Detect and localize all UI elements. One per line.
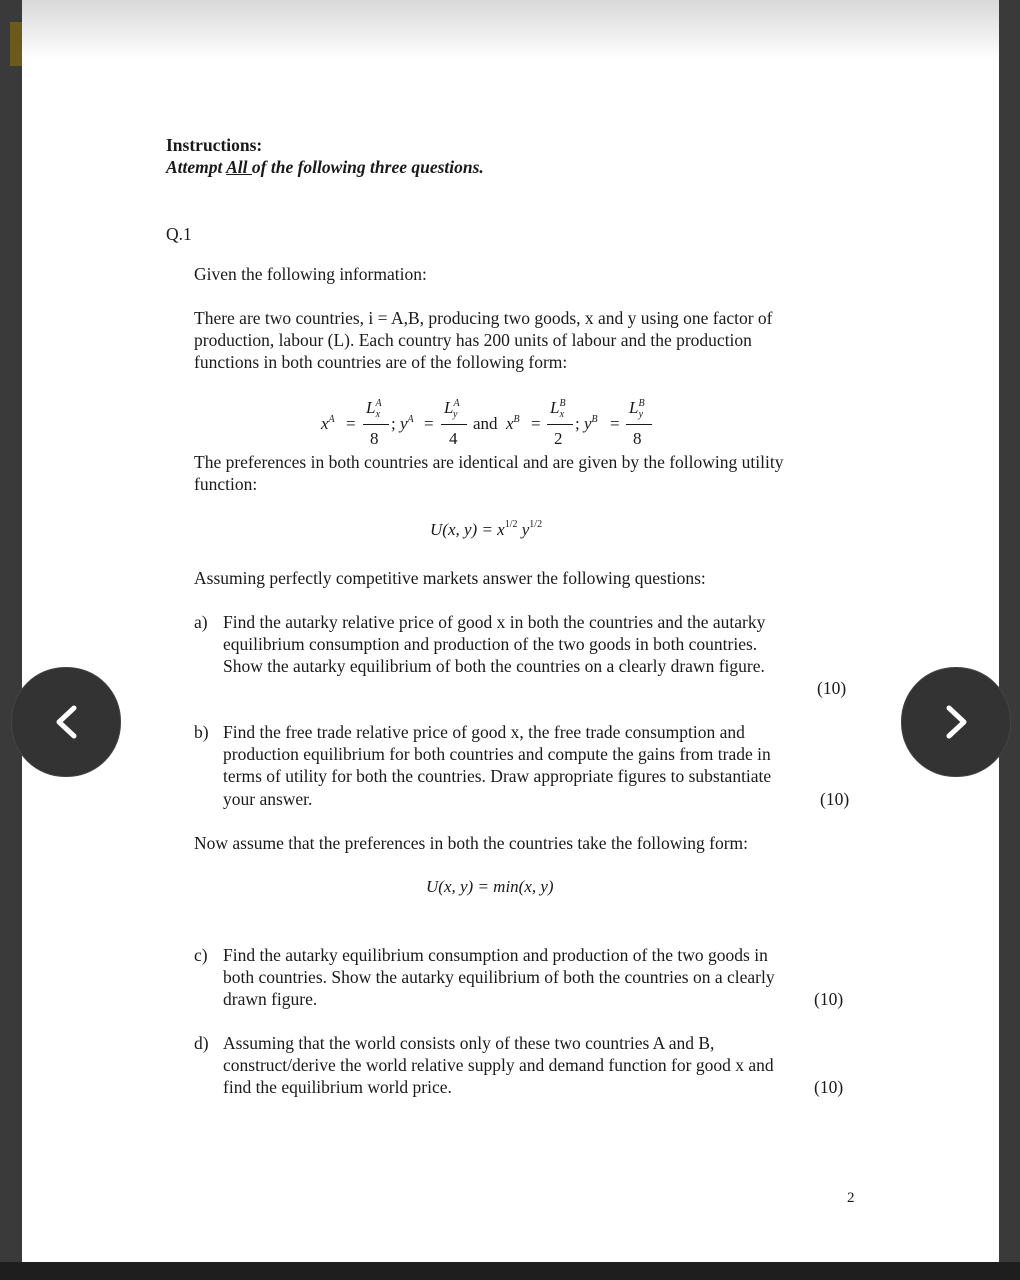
eq-xA: $x^A$ bbox=[321, 414, 335, 433]
page-top-shadow bbox=[22, 0, 999, 60]
eq-den4: 8 bbox=[633, 429, 642, 448]
part-b-line-1: Find the free trade relative price of good x, the free trade consumption and bbox=[223, 722, 745, 742]
part-c-line-2: both countries. Show the autarky equilibrium of both the countries on a clearly bbox=[223, 967, 775, 987]
document-page bbox=[22, 0, 999, 1262]
chevron-right-icon bbox=[902, 668, 1010, 776]
part-a-marks: (10) bbox=[817, 678, 847, 698]
eq-and: and bbox=[473, 414, 498, 433]
eq-den2: 4 bbox=[449, 429, 458, 448]
para1-line-1: There are two countries, i = A,B, producing two goods, x and y using one factor of bbox=[194, 308, 773, 328]
part-d-line-1: Assuming that the world consists only of these two countries A and B, bbox=[223, 1033, 715, 1053]
part-d-line-2: construct/derive the world relative supply and demand function for good x and bbox=[223, 1055, 774, 1075]
part-c-marks: (10) bbox=[814, 989, 844, 1009]
para1-line-2: production, labour (L). Each country has 200 units of labour and the production bbox=[194, 330, 752, 350]
eq-equals-1: = bbox=[346, 414, 356, 433]
utility-function-1: U(x, $y) = x^{1/2}$ $y^{1/2}$ bbox=[430, 519, 543, 539]
para1-line-3: functions in both countries are of the following form: bbox=[194, 352, 568, 372]
eq-den3: 2 bbox=[554, 429, 563, 448]
eq-num1: $L^A_x$ bbox=[366, 398, 382, 420]
frac-line-4 bbox=[626, 424, 652, 425]
eq-sep-2: ; bbox=[575, 414, 580, 433]
part-a-line-3: Show the autarky equilibrium of both the countries on a clearly drawn figure. bbox=[223, 656, 765, 676]
edge-tab bbox=[10, 22, 22, 66]
frac-line-3 bbox=[547, 424, 573, 425]
assume-text: Assuming perfectly competitive markets answer the following questions: bbox=[194, 568, 706, 588]
frac-line-2 bbox=[441, 424, 467, 425]
eq-num2: $L^A_y$ bbox=[444, 398, 460, 420]
instructions-heading: Instructions: bbox=[166, 135, 263, 155]
part-c-line-1: Find the autarky equilibrium consumption and production of the two goods in bbox=[223, 945, 768, 965]
eq-equals-3: = bbox=[531, 414, 541, 433]
part-b-marks: (10) bbox=[820, 789, 850, 809]
next-page-button[interactable] bbox=[901, 667, 1011, 777]
eq-equals-4: = bbox=[610, 414, 620, 433]
eq-yA: $y^A$ bbox=[400, 414, 414, 433]
eq-xB: $x^B$ bbox=[506, 414, 520, 433]
eq-num4: $L^B_y$ bbox=[629, 398, 645, 420]
part-b-label: b) bbox=[194, 722, 209, 742]
part-a-label: a) bbox=[194, 612, 208, 632]
page-number: 2 bbox=[847, 1190, 855, 1206]
para2-line-1: The preferences in both countries are identical and are given by the following utility bbox=[194, 452, 784, 472]
bottom-toolbar bbox=[0, 1262, 1020, 1280]
given-text: Given the following information: bbox=[194, 264, 427, 284]
para2-line-2: function: bbox=[194, 474, 258, 494]
part-b-line-2: production equilibrium for both countries and compute the gains from trade in bbox=[223, 744, 771, 764]
eq-den1: 8 bbox=[370, 429, 379, 448]
part-d-label: d) bbox=[194, 1033, 209, 1053]
eq-num3: $L^B_x$ bbox=[550, 398, 566, 420]
utility-function-2: U(x, y) = min(x, y) bbox=[426, 877, 554, 896]
right-edge bbox=[999, 0, 1020, 1262]
prev-page-button[interactable] bbox=[11, 667, 121, 777]
frac-line-1 bbox=[363, 424, 389, 425]
instructions-all: All bbox=[226, 157, 252, 177]
instructions-post: of the following three questions. bbox=[251, 157, 484, 177]
instructions-line bbox=[166, 156, 484, 178]
question-label: Q.1 bbox=[166, 224, 192, 244]
part-c-line-3: drawn figure. bbox=[223, 989, 318, 1009]
instructions-pre: Attempt bbox=[166, 157, 227, 177]
part-d-marks: (10) bbox=[814, 1077, 844, 1097]
eq-yB: $y^B$ bbox=[584, 414, 598, 433]
eq-sep-1: ; bbox=[391, 414, 396, 433]
part-a-line-2: equilibrium consumption and production of the two goods in both countries. bbox=[223, 634, 758, 654]
part-b-line-3: terms of utility for both the countries. Draw appropriate figures to substantiate bbox=[223, 766, 772, 786]
part-a-line-1: Find the autarky relative price of good x in both the countries and the autarky bbox=[223, 612, 766, 632]
part-b-line-4: your answer. bbox=[223, 789, 313, 809]
left-edge bbox=[0, 0, 22, 1262]
part-c-label: c) bbox=[194, 945, 208, 965]
now-assume-text: Now assume that the preferences in both the countries take the following form: bbox=[194, 833, 749, 853]
chevron-left-icon bbox=[12, 668, 120, 776]
eq-equals-2: = bbox=[424, 414, 434, 433]
part-d-line-3: find the equilibrium world price. bbox=[223, 1077, 452, 1097]
